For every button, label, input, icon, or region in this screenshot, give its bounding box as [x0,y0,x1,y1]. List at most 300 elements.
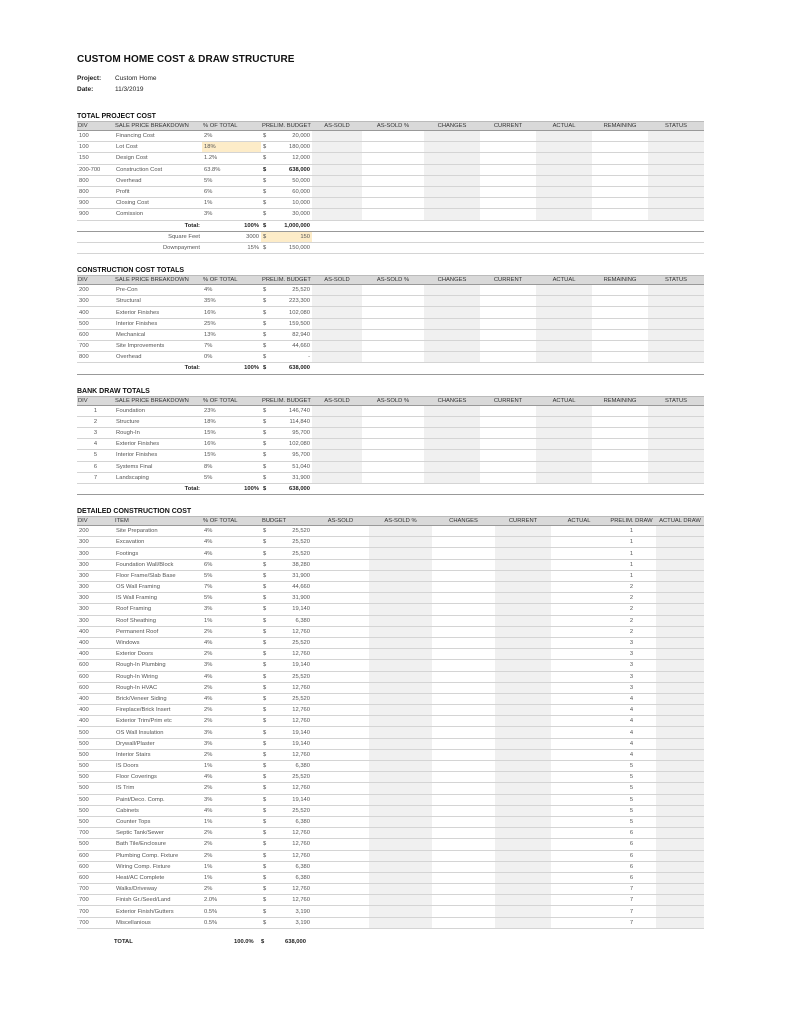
amount: 6,380 [295,763,310,770]
empty-cell [362,461,424,472]
empty-cell [592,175,648,186]
currency-symbol: $ [263,365,267,372]
currency-symbol: $ [263,740,267,747]
column-header: ITEM [114,517,202,526]
amount: 3,190 [295,908,310,915]
column-header: % OF TOTAL [202,276,261,285]
budget-cell [261,164,312,175]
amount: 114,840 [289,418,310,425]
column-header: CHANGES [432,517,495,526]
budget-value [263,551,310,557]
pct-cell: 2% [202,749,261,760]
budget-cell [261,472,312,483]
table-row [77,307,704,318]
item-cell: Lot Cost [114,142,202,153]
amount: 82,940 [292,331,310,338]
empty-cell [495,761,551,772]
prelim-draw-cell: 5 [607,783,656,794]
empty-cell [551,548,607,559]
empty-cell [369,615,432,626]
empty-cell [480,220,536,231]
amount: 30,000 [292,211,310,218]
amount: 25,520 [292,287,310,294]
table-row [77,537,704,548]
pct-cell: 0% [202,352,261,363]
empty-cell [551,615,607,626]
budget-cell [261,772,312,783]
pct-cell: 3% [202,727,261,738]
empty-cell [592,352,648,363]
table-row [77,816,704,827]
total-amount-value [263,486,310,492]
table-row [77,416,704,427]
empty-cell [656,682,704,693]
empty-cell [480,285,536,296]
empty-cell [424,242,480,253]
div-cell: 500 [77,772,114,783]
empty-cell [648,285,704,296]
row-value: 15% [202,242,261,253]
budget-cell [261,828,312,839]
budget-cell [261,705,312,716]
pct-cell: 1% [202,615,261,626]
empty-cell [536,220,592,231]
empty-cell [656,895,704,906]
empty-cell [551,861,607,872]
budget-value [263,774,310,780]
amount: 44,660 [292,343,310,350]
empty-cell [536,329,592,340]
empty-cell [362,427,424,438]
budget-value [263,189,310,195]
table-row [77,917,704,928]
empty-cell [656,559,704,570]
budget-cell [261,198,312,209]
empty-cell [495,749,551,760]
budget-value [263,430,310,436]
empty-cell [536,296,592,307]
budget-value [263,354,310,360]
prelim-draw-cell: 6 [607,850,656,861]
empty-cell [551,593,607,604]
empty-cell [648,363,704,374]
pct-cell: 2% [202,626,261,637]
amount: 6,380 [295,819,310,826]
empty-cell [424,175,480,186]
empty-cell [480,341,536,352]
div-cell: 600 [77,682,114,693]
empty-cell [312,242,362,253]
pct-cell: 6% [202,559,261,570]
empty-cell [551,906,607,917]
empty-cell [312,186,362,197]
prelim-draw-cell: 3 [607,649,656,660]
amount: 12,760 [292,628,310,635]
empty-cell [592,405,648,416]
empty-cell [656,716,704,727]
empty-cell [480,209,536,220]
empty-cell [480,198,536,209]
empty-cell [432,805,495,816]
div-cell: 500 [77,727,114,738]
empty-cell [495,794,551,805]
empty-cell [536,307,592,318]
table-row [77,175,704,186]
empty-cell [424,209,480,220]
item-cell: Closing Cost [114,198,202,209]
empty-cell [495,783,551,794]
empty-cell [312,615,369,626]
amount: 12,760 [292,852,310,859]
empty-cell [656,761,704,772]
budget-cell [261,186,312,197]
empty-cell [648,461,704,472]
total-pct: 100% [202,483,261,494]
table-row [77,352,704,363]
empty-cell [312,363,362,374]
budget-value [263,595,310,601]
grand-total-label: TOTAL [114,938,133,945]
currency-symbol: $ [263,695,267,702]
item-cell: Interior Finishes [114,318,202,329]
item-cell: Roof Framing [114,604,202,615]
empty-cell [480,175,536,186]
div-cell: 900 [77,198,114,209]
budget-value [263,419,310,425]
table-header-row [77,122,704,131]
budget-value [263,332,310,338]
empty-cell [648,341,704,352]
empty-cell [495,537,551,548]
empty-cell [312,839,369,850]
empty-cell [648,450,704,461]
empty-cell [369,872,432,883]
empty-cell [424,153,480,164]
empty-cell [362,231,424,242]
budget-cell [261,816,312,827]
empty-cell [369,537,432,548]
table-row [77,705,704,716]
empty-cell [551,649,607,660]
project-value: Custom Home [115,75,157,82]
empty-cell [592,131,648,142]
empty-cell [551,604,607,615]
empty-cell [495,559,551,570]
empty-cell [536,472,592,483]
budget-cell [261,285,312,296]
table-row [77,716,704,727]
div-cell: 500 [77,816,114,827]
pct-cell: 6% [202,186,261,197]
total-amount-cell [261,363,312,374]
empty-cell [362,307,424,318]
table-row [77,164,704,175]
amount: 6,380 [295,617,310,624]
amount: 3,190 [295,919,310,926]
budget-cell [261,450,312,461]
row-label: Square Feet [114,231,202,242]
pct-cell: 2% [202,850,261,861]
amount: 12,760 [292,684,310,691]
empty-cell [592,363,648,374]
empty-cell [495,705,551,716]
empty-cell [424,285,480,296]
column-header: PRELIM. BUDGET [262,123,311,129]
pct-cell: 4% [202,285,261,296]
empty-cell [362,405,424,416]
pct-cell: 23% [202,405,261,416]
empty-cell [369,783,432,794]
table-header-row [77,276,704,285]
empty-cell [551,582,607,593]
empty-cell [656,604,704,615]
empty-cell [312,917,369,928]
div-cell: 5 [77,450,114,461]
div-cell: 400 [77,716,114,727]
div-cell: 600 [77,660,114,671]
empty-cell [656,783,704,794]
project-row [77,75,704,86]
empty-cell [432,794,495,805]
downpayment-row [77,242,704,253]
item-cell: Mechanical [114,329,202,340]
empty-cell [312,416,362,427]
empty-cell [656,816,704,827]
empty-cell [432,861,495,872]
currency-symbol: $ [263,407,267,414]
currency-symbol: $ [263,441,267,448]
pct-cell: 3% [202,660,261,671]
table-row [77,749,704,760]
empty-cell [656,693,704,704]
column-header: % OF TOTAL [202,396,261,405]
budget-value [263,133,310,139]
prelim-draw-cell: 3 [607,682,656,693]
currency-symbol: $ [263,863,267,870]
empty-cell [551,895,607,906]
item-cell: Permanent Roof [114,626,202,637]
empty-cell [312,693,369,704]
column-header: AS-SOLD [312,276,362,285]
empty-cell [312,526,369,537]
empty-cell [312,175,362,186]
amount-cell [261,231,312,242]
item-cell: Brick/Veneer Siding [114,693,202,704]
amount: 25,520 [292,539,310,546]
total-pct: 100% [202,220,261,231]
div-cell: 800 [77,186,114,197]
construction-totals-table [77,275,704,375]
empty-cell [551,828,607,839]
empty-cell [648,242,704,253]
empty-cell [432,671,495,682]
empty-cell [656,570,704,581]
budget-cell [261,649,312,660]
budget-cell [261,615,312,626]
column-header: DIV [77,517,114,526]
empty-cell [592,450,648,461]
pct-cell: 5% [202,175,261,186]
empty-cell [480,164,536,175]
item-cell: Rough-In [114,427,202,438]
empty-cell [424,363,480,374]
empty-cell [424,131,480,142]
empty-cell [656,872,704,883]
pct-cell: 1.2% [202,153,261,164]
empty-cell [312,794,369,805]
currency-symbol: $ [263,418,267,425]
empty-cell [312,559,369,570]
table-row [77,461,704,472]
item-cell: Interior Finishes [114,450,202,461]
empty-cell [495,816,551,827]
bank-draw-section [77,387,704,496]
empty-cell [77,242,114,253]
empty-cell [432,649,495,660]
empty-cell [362,363,424,374]
empty-cell [656,884,704,895]
budget-value [263,573,310,579]
pct-cell: 1% [202,198,261,209]
empty-cell [362,131,424,142]
currency-symbol: $ [263,897,267,904]
amount: - [308,354,310,361]
empty-cell [312,131,362,142]
table-row [77,472,704,483]
empty-cell [656,637,704,648]
empty-cell [551,884,607,895]
currency-symbol: $ [263,595,267,602]
pct-cell: 4% [202,805,261,816]
empty-cell [480,450,536,461]
empty-cell [312,682,369,693]
table-row [77,828,704,839]
column-header: CHANGES [424,122,480,131]
empty-cell [369,884,432,895]
div-cell: 300 [77,582,114,593]
budget-value [263,606,310,612]
budget-cell [261,850,312,861]
empty-cell [312,352,362,363]
amount: 19,140 [292,729,310,736]
budget-value [263,808,310,814]
amount: 44,660 [292,584,310,591]
item-cell: IS Trim [114,783,202,794]
empty-cell [656,649,704,660]
empty-cell [592,472,648,483]
empty-cell [536,142,592,153]
empty-cell [536,209,592,220]
date-value: 11/3/2019 [115,86,144,93]
empty-cell [592,427,648,438]
empty-cell [656,828,704,839]
pct-cell: 35% [202,296,261,307]
table-row [77,839,704,850]
empty-cell [312,772,369,783]
budget-value [263,875,310,881]
currency-symbol: $ [263,485,267,492]
empty-cell [369,738,432,749]
empty-cell [432,626,495,637]
empty-cell [480,231,536,242]
empty-cell [592,307,648,318]
empty-cell [432,816,495,827]
table-row [77,593,704,604]
budget-cell [261,660,312,671]
currency-symbol: $ [263,343,267,350]
div-cell: 400 [77,649,114,660]
table-row [77,427,704,438]
prelim-draw-cell: 6 [607,839,656,850]
empty-cell [592,341,648,352]
empty-cell [592,483,648,494]
empty-cell [551,705,607,716]
table-row [77,526,704,537]
column-header: SALE PRICE BREAKDOWN [114,122,202,131]
empty-cell [495,682,551,693]
pct-cell: 4% [202,637,261,648]
prelim-draw-cell: 7 [607,917,656,928]
budget-value [263,441,310,447]
amount: 1,000,000 [284,222,310,229]
empty-cell [432,693,495,704]
budget-value [263,853,310,859]
budget-cell [261,872,312,883]
empty-cell [592,242,648,253]
empty-cell [656,917,704,928]
amount: 150 [300,233,310,240]
empty-cell [362,352,424,363]
empty-cell [551,816,607,827]
empty-cell [312,816,369,827]
item-cell: Overhead [114,175,202,186]
amount: 638,000 [289,365,310,372]
budget-value [263,707,310,713]
empty-cell [362,472,424,483]
empty-cell [424,164,480,175]
pct-cell: 5% [202,593,261,604]
column-header: STATUS [648,276,704,285]
currency-symbol: $ [263,463,267,470]
budget-value [263,629,310,635]
item-cell: Exterior Finishes [114,439,202,450]
empty-cell [656,537,704,548]
budget-value [263,211,310,217]
currency-symbol: $ [263,919,267,926]
empty-cell [480,307,536,318]
empty-cell [362,198,424,209]
budget-cell [261,416,312,427]
empty-cell [362,220,424,231]
div-cell: 600 [77,872,114,883]
budget-cell [261,671,312,682]
empty-cell [551,850,607,861]
pct-cell: 25% [202,318,261,329]
table-row [77,761,704,772]
empty-cell [551,671,607,682]
item-cell: Overhead [114,352,202,363]
amount: 12,760 [292,886,310,893]
empty-cell [648,329,704,340]
empty-cell [495,626,551,637]
currency-symbol: $ [263,796,267,803]
div-cell: 1 [77,405,114,416]
empty-cell [312,537,369,548]
budget-value [263,674,310,680]
div-cell: 500 [77,794,114,805]
budget-value [263,886,310,892]
currency-symbol: $ [263,539,267,546]
